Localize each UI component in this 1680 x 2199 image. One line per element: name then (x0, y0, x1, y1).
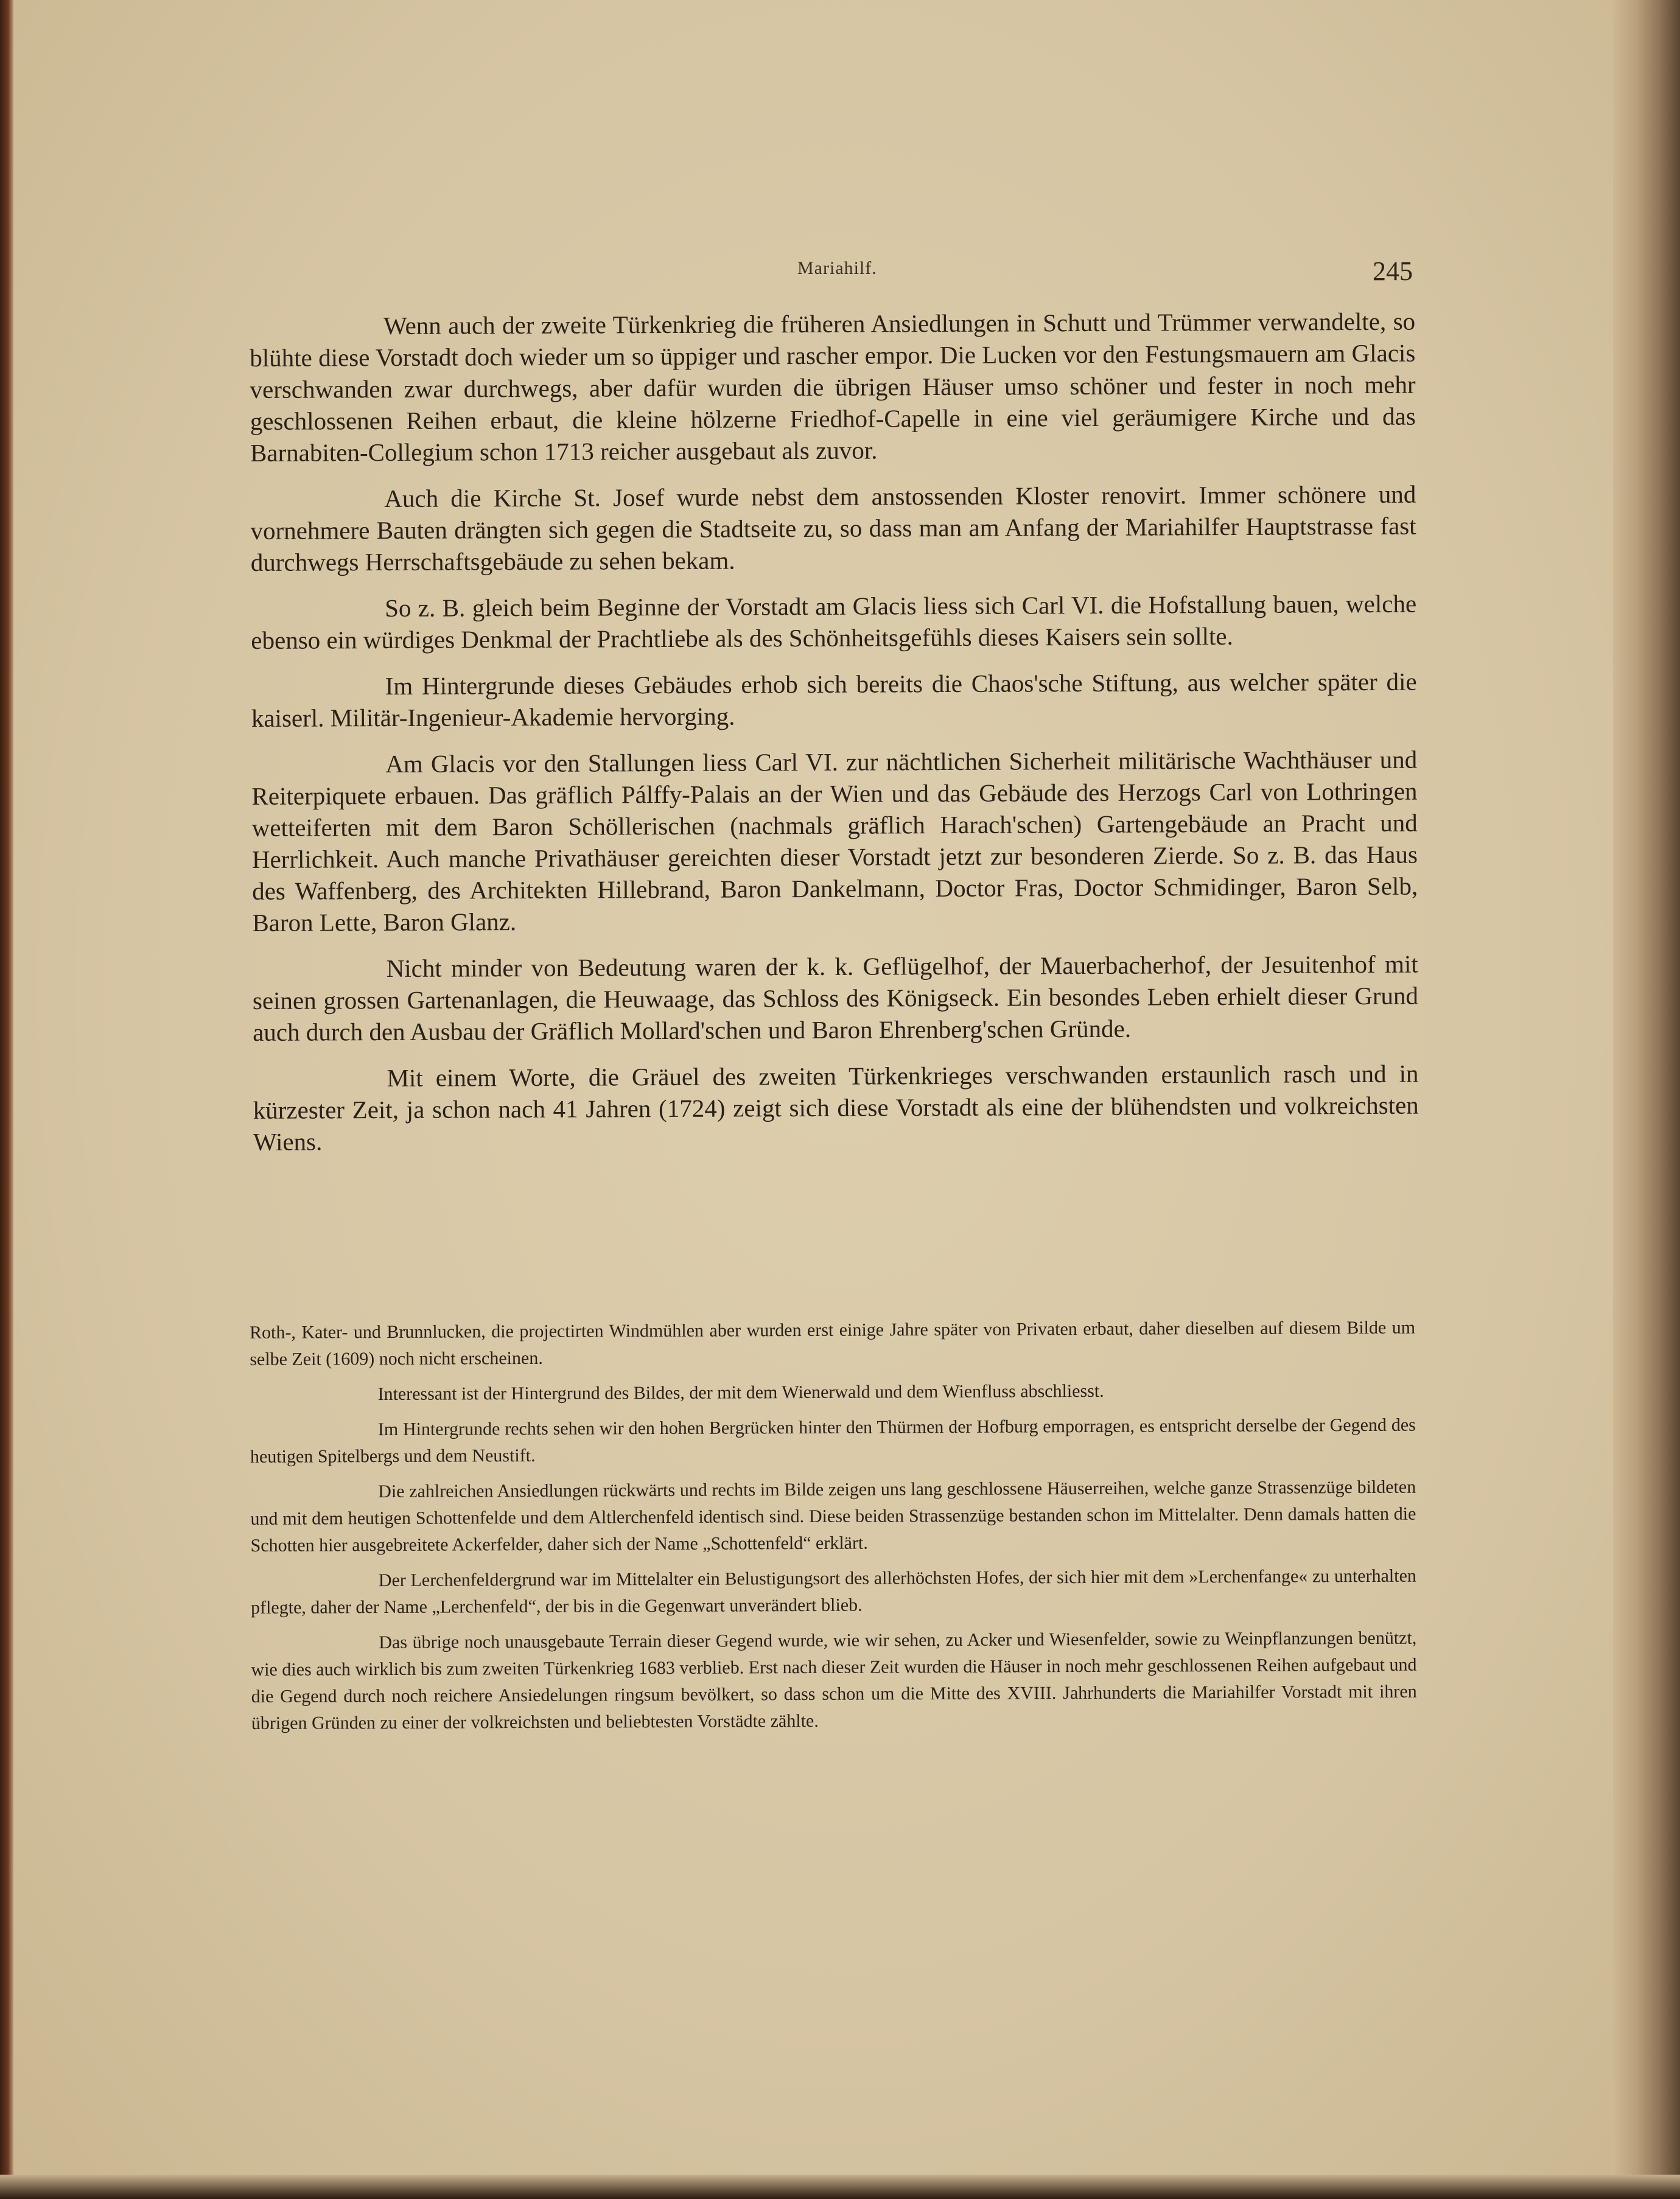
body-paragraph: So z. B. gleich beim Beginne der Vorstadt am Glacis liess sich Carl VI. die Hofstallung bauen, welche ebenso ein würdiges Denkmal der Prachtliebe als des Schönheitsgefühls dieses Kaisers sein sollte. (251, 589, 1417, 654)
main-text (250, 306, 1419, 1172)
body-paragraph: Im Hintergrunde dieses Gebäudes erhob sich bereits die Chaos'sche Stiftung, aus welcher später die kaiserl. Militär-Ingenieur-Akademie hervorging. (251, 667, 1417, 732)
page-number: 245 (1373, 256, 1413, 286)
footnote-paragraph: Der Lerchenfeldergrund war im Mittelalter ein Belustigungsort des allerhöchsten Hofes, der sich hier mit dem »Lerchenfange« zu unterhalten pflegte, daher der Name „Lerchenfeld“, der bis in die Gegenwart unverändert blieb. (250, 1565, 1416, 1618)
footnotes (250, 1315, 1417, 1746)
body-paragraph: Am Glacis vor den Stallungen liess Carl VI. zur nächtlichen Sicherheit militärische Wachthäuser und Reiterpiquete erbauen. Das gräflich Pálffy-Palais an der Wien und das Gebäude des Herzogs Carl von Lothringen wetteiferten mit dem Baron Schöllerischen (nachmals gräflich Harach'schen) Gartengebäude an Pracht und Herrlichkeit. Auch manche Privathäuser gereichten dieser Vorstadt jetzt zur besonderen Zierde. So z. B. das Haus des Waffenberg, des Architekten Hillebrand, Baron Dankelmann, Doctor Fras, Doctor Schmidinger, Baron Selb, Baron Lette, Baron Glanz. (251, 745, 1418, 937)
body-paragraph: Wenn auch der zweite Türkenkrieg die früheren Ansiedlungen in Schutt und Trümmer verwandelte, so blühte diese Vorstadt doch wieder um so üppiger und rascher empor. Die Lucken vor den Festungsmauern am Glacis verschwanden zwar durchwegs, aber dafür wurden die übrigen Häuser umso schöner und fester in noch mehr geschlossenen Reihen erbaut, die kleine hölzerne Friedhof-Capelle in eine viel geräumigere Kirche und das Barnabiten-Collegium schon 1713 reicher ausgebaut als zuvor. (250, 307, 1416, 467)
footnote-paragraph: Interessant ist der Hintergrund des Bildes, der mit dem Wienerwald und dem Wienfluss abschliesst. (377, 1380, 1104, 1405)
page-bottom-shadow (0, 2175, 1680, 2199)
running-head: Mariahilf. (797, 258, 877, 278)
footnote-paragraph: Das übrige noch unausgebaute Terrain dieser Gegend wurde, wie wir sehen, zu Acker und Wiesenfelder, sowie zu Weinpflanzungen benützt, wie dies auch wirklich bis zum zweiten Türkenkrieg 1683 verblieb. Erst nach dieser Zeit wurden die Häuser in noch mehr geschlossenen Reihen aufgebaut und die Gegend durch noch reichere Ansiedelungen ringsum bevölkert, so dass schon um die Mitte des XVIII. Jahrhunderts die Mariahilfer Vorstadt mit ihren übrigen Gründen zu einer der volkreichsten und beliebtesten Vorstädte zählte. (251, 1627, 1417, 1733)
page-edge-shadow (1613, 0, 1680, 2199)
body-paragraph: Auch die Kirche St. Josef wurde nebst dem anstossenden Kloster renovirt. Immer schönere und vornehmere Bauten drängten sich gegen die Stadtseite zu, so dass man am Anfang der Mariahilfer Hauptstrasse fast durchwegs Herrschaftsgebäude zu sehen bekam. (250, 480, 1416, 576)
body-paragraph: Mit einem Worte, die Gräuel des zweiten Türkenkrieges verschwanden erstaunlich rasch und in kürzester Zeit, ja schon nach 41 Jahren (1724) zeigt sich diese Vorstadt als eine der blühendsten und volkreichsten Wiens. (253, 1059, 1419, 1156)
footnote-paragraph: Roth-, Kater- und Brunnlucken, die projectirten Windmühlen aber wurden erst einige Jahre später von Privaten erbaut, daher dieselben auf diesem Bilde um selbe Zeit (1609) noch nicht erscheinen. (250, 1317, 1416, 1369)
binding-edge (0, 0, 13, 2199)
footnote-paragraph: Die zahlreichen Ansiedlungen rückwärts und rechts im Bilde zeigen uns lang geschlossene Häuserreihen, welche ganze Strassenzüge bildeten und mit dem heutigen Schottenfelde und dem Altlerchenfeld identisch sind. Diese beiden Strassenzüge bestanden schon im Mittelalter. Denn damals hatten die Schotten hier ausgebreitete Ackerfelder, daher sich der Name „Schottenfeld“ erklärt. (250, 1477, 1416, 1556)
page-header (0, 256, 1680, 292)
body-paragraph: Nicht minder von Bedeutung waren der k. k. Geflügelhof, der Mauerbacherhof, der Jesuitenhof mit seinen grossen Gartenanlagen, die Heuwaage, das Schloss des Königseck. Ein besondes Leben erhielt dieser Grund auch durch den Ausbau der Gräflich Mollard'schen und Baron Ehrenberg'schen Gründe. (252, 949, 1419, 1046)
footnote-paragraph: Im Hintergrunde rechts sehen wir den hohen Bergrücken hinter den Thürmen der Hofburg emporragen, es entspricht derselbe der Gegend des heutigen Spitelbergs und dem Neustift. (250, 1414, 1416, 1467)
